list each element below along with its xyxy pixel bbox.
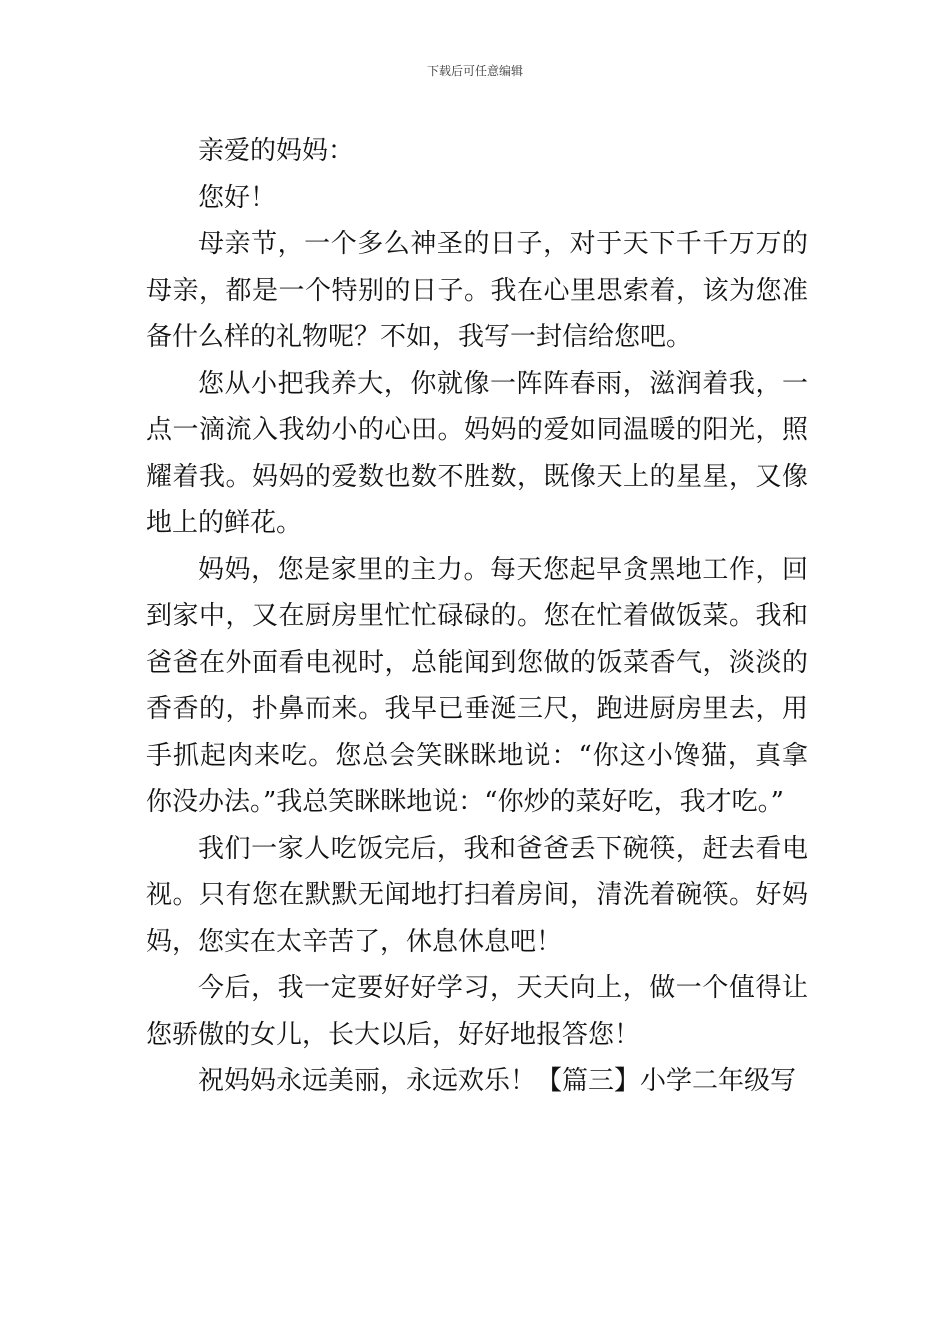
letter-salutation: 亲爱的妈妈： — [198, 136, 355, 166]
letter-paragraph: 妈妈，您是家里的主力。每天您起早贪黑地工作，回到家中，又在厨房里忙忙碌碌的。您在忙着做饭菜。我和爸爸在外面看电视时，总能闻到您做的饭菜香气，淡淡的香香的，扑鼻而来。我早已垂涎三尺，跑进厨房里去，用手抓起肉来吃。您总会笑眯眯地说：“你这小馋猫，真拿你没办法。”我总笑眯眯地说：“你炒的菜好吃，我才吃。” — [146, 554, 808, 817]
page-header: 下载后可任意编辑 — [426, 64, 523, 78]
letter-paragraph: 祝妈妈永远美丽，永远欢乐！【篇三】小学二年级写 — [198, 1066, 797, 1096]
letter-paragraph: 母亲节，一个多么神圣的日子，对于天下千千万万的母亲，都是一个特别的日子。我在心里思索着，该为您准备什么样的礼物呢？不如，我写一封信给您吧。 — [146, 229, 808, 352]
letter-paragraph: 您从小把我养大，你就像一阵阵春雨，滋润着我，一点一滴流入我幼小的心田。妈妈的爱如同温暖的阳光，照耀着我。妈妈的爱数也数不胜数，既像天上的星星，又像地上的鲜花。 — [146, 368, 808, 538]
letter-paragraph: 今后，我一定要好好学习，天天向上，做一个值得让您骄傲的女儿，长大以后，好好地报答您！ — [146, 973, 808, 1050]
letter-greeting: 您好！ — [198, 182, 277, 213]
letter-paragraph: 我们一家人吃饭完后，我和爸爸丢下碗筷，赶去看电视。只有您在默默无闻地打扫着房间，清洗着碗筷。好妈妈，您实在太辛苦了，休息休息吧！ — [146, 833, 808, 957]
letter-body — [146, 128, 808, 1105]
